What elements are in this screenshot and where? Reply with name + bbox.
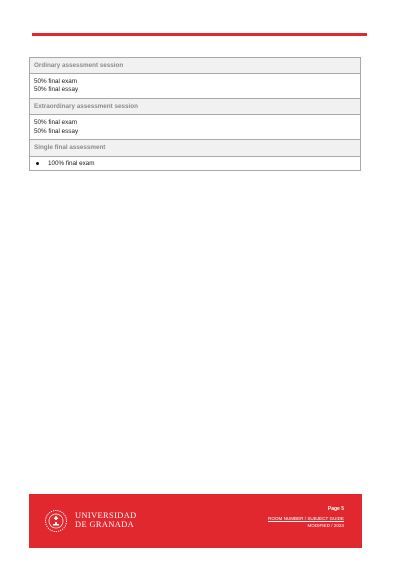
list-item [34,160,356,168]
single-assessment-header [30,139,360,155]
single-assessment-title: Single final assessment [34,144,106,152]
ordinary-session-body [30,73,360,98]
extraordinary-session-title: Extraordinary assessment session [34,103,138,111]
ordinary-session-header [30,58,360,73]
university-name [75,511,137,529]
extraordinary-line-essay: 50% final essay [34,127,79,135]
university-seal-icon [44,509,68,533]
page-number: Page 5 [327,506,344,512]
ordinary-line-essay: 50% final essay [34,86,79,94]
footer-info-line1[interactable]: ROOM NUMBER / SUBJECT GUIDE [268,516,344,521]
ordinary-session-title: Ordinary assessment session [34,62,124,69]
university-name-line2: DE GRANADA [75,520,135,529]
extraordinary-line-exam: 50% final exam [34,119,78,127]
assessment-table [29,57,361,171]
single-assessment-body [30,156,360,170]
extraordinary-session-header [30,98,360,114]
footer-bar [29,494,362,548]
ordinary-line-exam: 50% final exam [34,78,78,86]
footer-info [268,515,344,529]
extraordinary-session-body [30,114,360,139]
bullet-icon [36,162,39,165]
university-name-line1: UNIVERSIDAD [75,511,137,520]
footer-info-line2: MODIFIED / 2023 [307,523,344,528]
single-line-exam: 100% final exam [48,159,95,167]
header-rule [32,33,367,36]
